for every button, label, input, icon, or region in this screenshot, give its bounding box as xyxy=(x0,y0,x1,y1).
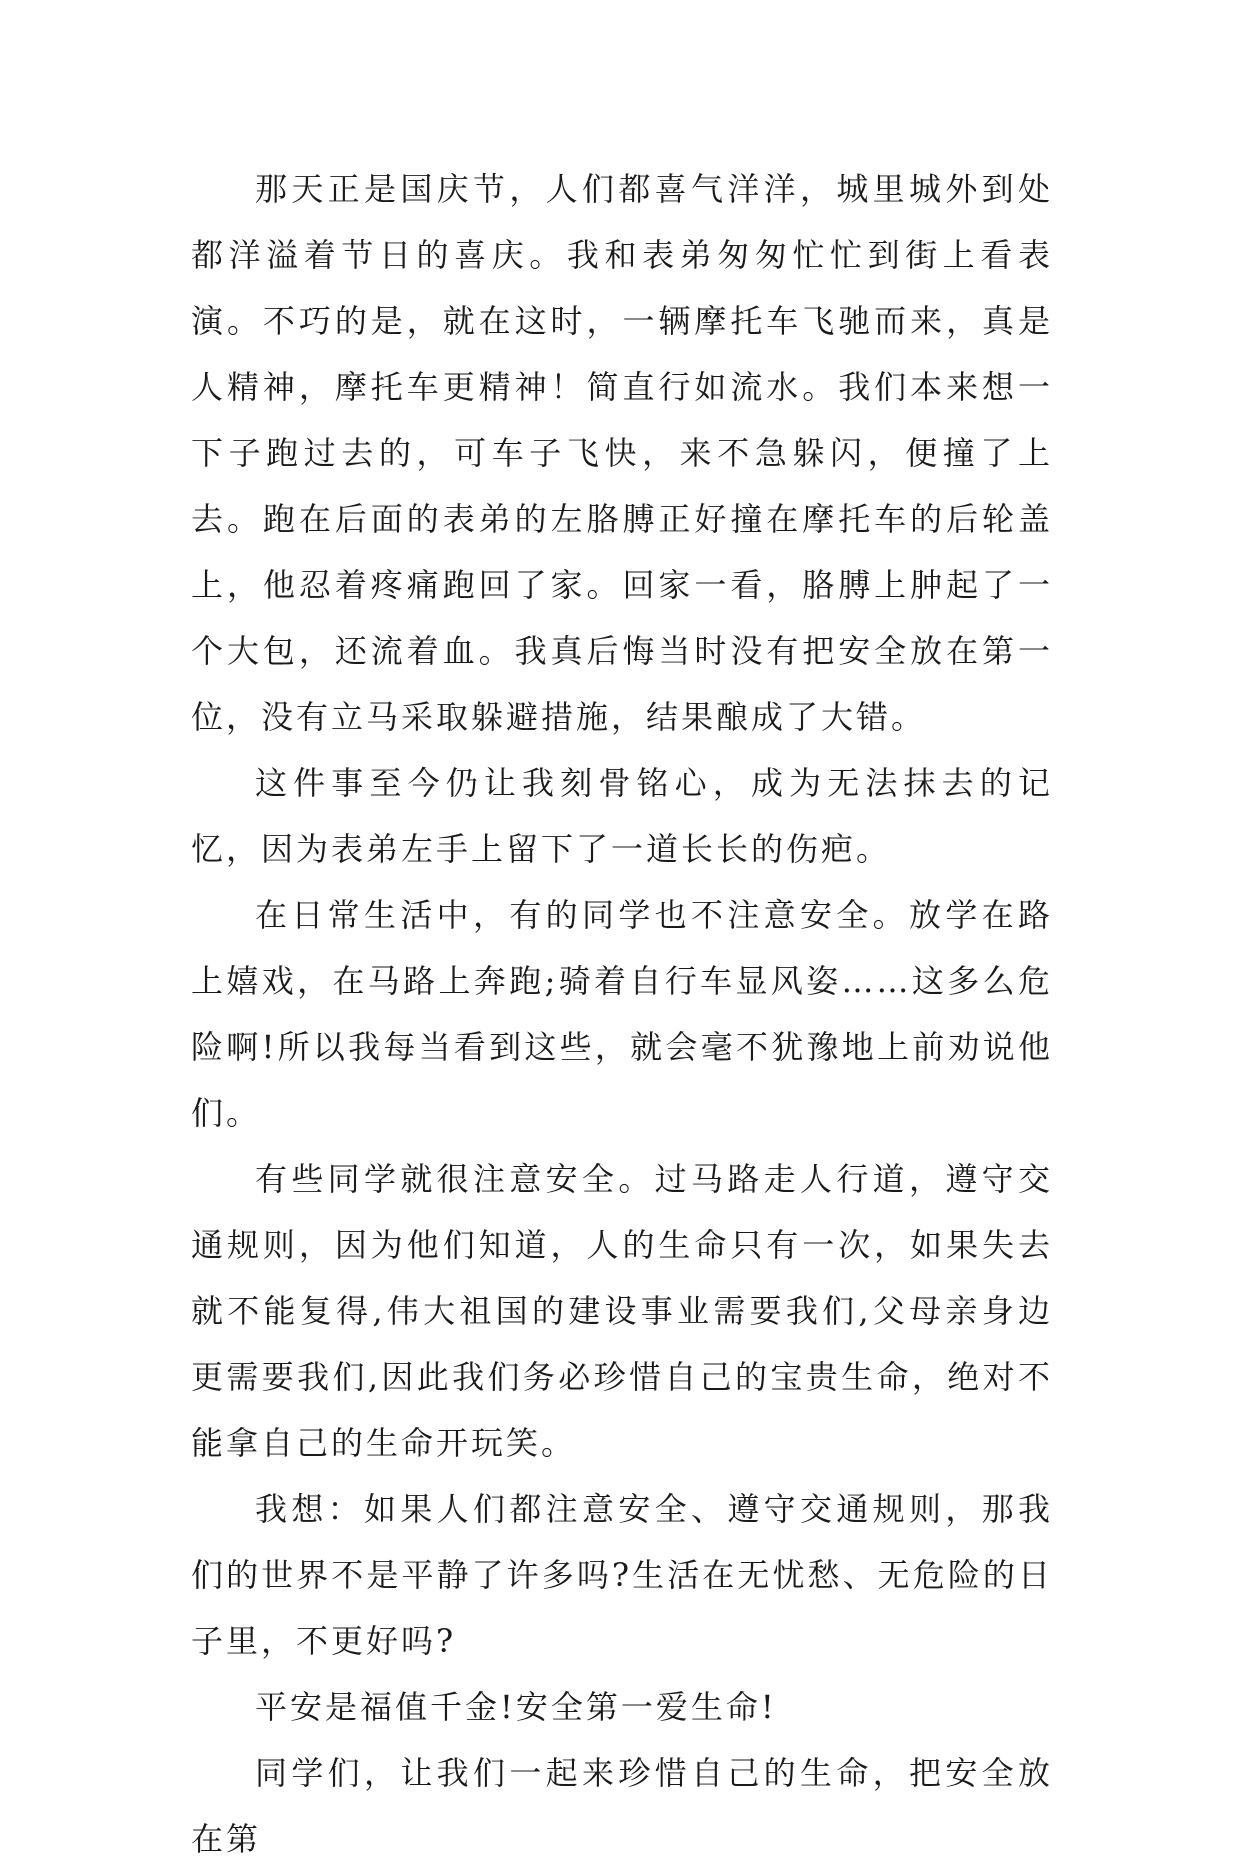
paragraph: 有些同学就很注意安全。过马路走人行道，遵守交通规则，因为他们知道，人的生命只有一次，如果失去就不能复得,伟大祖国的建设事业需要我们,父母亲身边更需要我们,因此我们务必珍惜自己的宝贵生命，绝对不能拿自己的生命开玩笑。 xyxy=(191,1160,1053,1462)
paragraph: 这件事至今仍让我刻骨铭心，成为无法抹去的记忆，因为表弟左手上留下了一道长长的伤疤。 xyxy=(191,764,1053,868)
paragraph: 那天正是国庆节，人们都喜气洋洋，城里城外到处都洋溢着节日的喜庆。我和表弟匆匆忙忙到街上看表演。不巧的是，就在这时，一辆摩托车飞驰而来，真是人精神，摩托车更精神！简直行如流水。我们本来想一下子跑过去的，可车子飞快，来不急躲闪，便撞了上去。跑在后面的表弟的左胳膊正好撞在摩托车的后轮盖上，他忍着疼痛跑回了家。回家一看，胳膊上肿起了一个大包，还流着血。我真后悔当时没有把安全放在第一位，没有立马采取躲避措施，结果酿成了大错。 xyxy=(191,170,1053,736)
paragraph: 我想：如果人们都注意安全、遵守交通规则，那我们的世界不是平静了许多吗?生活在无忧愁、无危险的日子里，不更好吗? xyxy=(191,1490,1053,1660)
paragraph: 平安是福值千金!安全第一爱生命! xyxy=(255,1688,777,1726)
paragraph: 同学们，让我们一起来珍惜自己的生命，把安全放在第 xyxy=(191,1754,1053,1858)
paragraph: 在日常生活中，有的同学也不注意安全。放学在路上嬉戏，在马路上奔跑;骑着自行车显风姿……这多么危险啊!所以我每当看到这些，就会毫不犹豫地上前劝说他们。 xyxy=(191,896,1053,1132)
document-body xyxy=(191,156,1053,1872)
